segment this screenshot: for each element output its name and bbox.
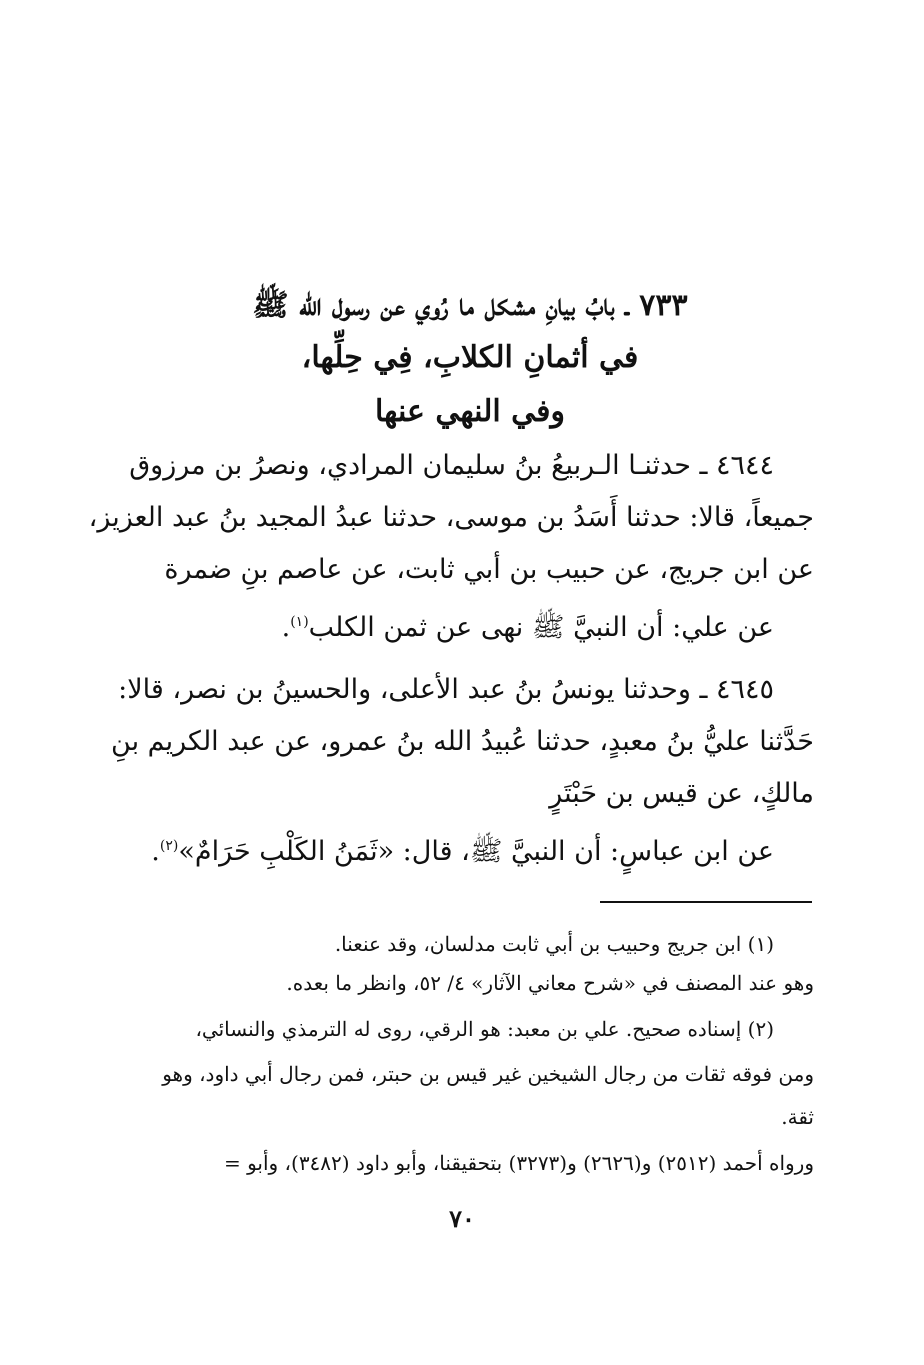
footnote-1-line-1: (١) ابن جريج وحبيب بن أبي ثابت مدلسان، وقد عنعنا. [334,932,774,956]
hadith-4645-matn-text: عن ابن عباسٍ: أن النبيَّ ﷺ، قال: «ثَمَنُ الكَلْبِ حَرَامٌ» [178,836,774,867]
hadith-4644-matn [64,602,814,654]
hadith-4644-line-1: ٤٦٤٤ ـ حدثنـا الـربيعُ بنُ سليمان المرادي، ونصرُ بن مرزوق [129,450,774,481]
chapter-title-line-3: وفي النهي عنها [374,394,565,429]
footnote-ref-1: (١) [290,614,309,630]
hadith-4645-matn [64,826,814,878]
footnote-2-line-2: ومن فوقه ثقات من رجال الشيخين غير قيس بن حبتر، فمن رجال أبي داود، وهو [162,1062,814,1086]
chapter-title-line-1: ٧٣٣ ـ بابُ بيانِ مشكل ما رُوي عن رسول الله ﷺ [252,288,688,323]
hadith-4645-matn-end: . [151,836,160,867]
footnote-2-line-1: (٢) إسناده صحيح. علي بن معبد: هو الرقي، روى له الترمذي والنسائي، [195,1017,774,1041]
footnote-2-line-4: ورواه أحمد (٢٥١٢) و(٢٦٢٦) و(٣٢٧٣) بتحقيقنا، وأبو داود (٣٤٨٢)، وأبو = [223,1151,814,1175]
footnote-ref-2: (٢) [159,838,179,854]
hadith-4644-line-3: عن ابن جريج، عن حبيب بن أبي ثابت، عن عاصم بنِ ضمرة [164,554,814,585]
hadith-4645-line-3: مالكٍ، عن قيس بن حَبْتَرٍ [549,778,814,809]
hadith-4645-line-2: حَدَّثنا عليُّ بنُ معبدٍ، حدثنا عُبيدُ الله بنُ عمرو، عن عبد الكريم بنِ [111,726,814,757]
hadith-4644-matn-end: . [281,612,291,643]
footnote-2-line-3: ثقة. [781,1105,814,1129]
page-number: ٧٠ [449,1204,475,1233]
hadith-4645-line-1: ٤٦٤٥ ـ وحدثنا يونسُ بنُ عبد الأعلى، والحسينُ بن نصر، قالا: [118,674,774,705]
footnote-divider [600,901,812,903]
chapter-title-line-2: في أثمانِ الكلابِ، فِي حِلِّها، [301,340,639,375]
footnote-1-line-2: وهو عند المصنف في «شرح معاني الآثار» ٤/ ٥٢، وانظر ما بعده. [286,971,814,995]
hadith-4644-matn-text: عن علي: أن النبيَّ ﷺ نهى عن ثمن الكلب [308,612,774,643]
hadith-4644-line-2: جميعاً، قالا: حدثنا أَسَدُ بن موسى، حدثنا عبدُ المجيد بنُ عبد العزيز، [88,502,814,533]
